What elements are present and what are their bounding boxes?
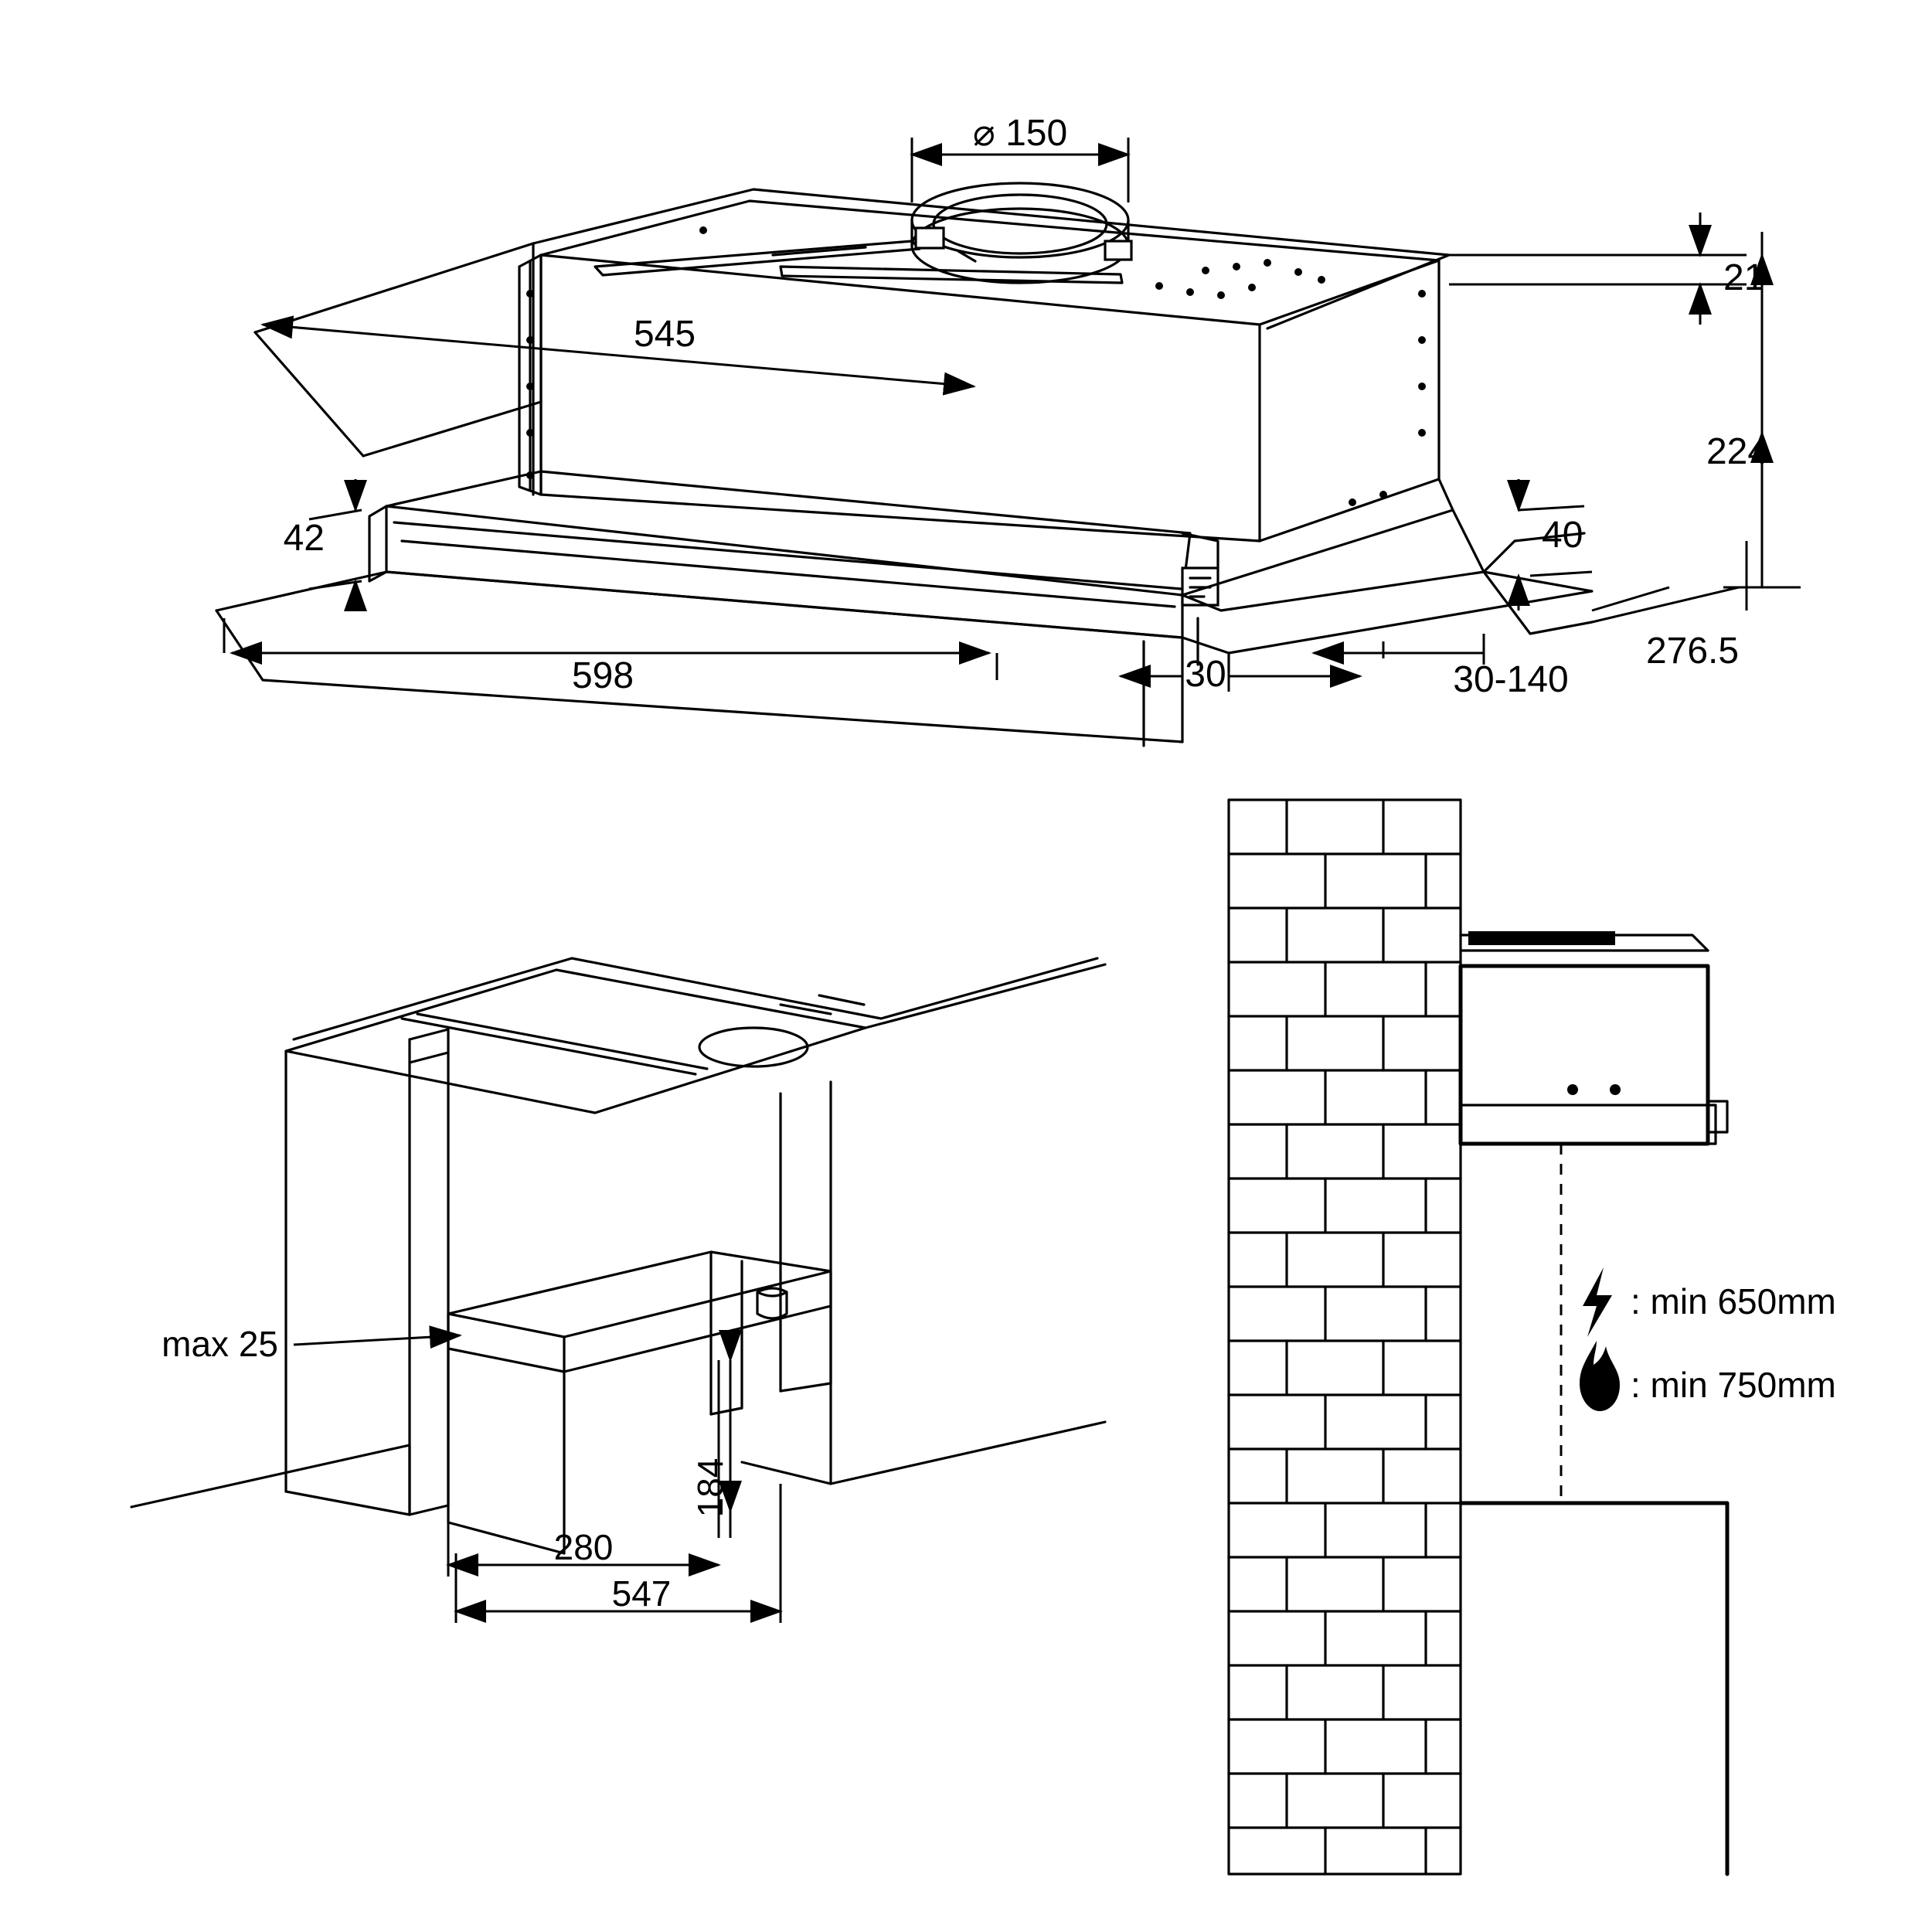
dim-cabinet-inner-width: 547: [611, 1573, 672, 1614]
dim-rear-offset: 30: [1185, 654, 1226, 695]
dim-cabinet-inner-depth: 280: [553, 1527, 614, 1567]
dim-total-height: 224: [1706, 431, 1769, 472]
dim-slideout-front-height: 40: [1542, 515, 1583, 556]
dim-duct-diameter: ⌀ 150: [972, 113, 1068, 154]
lightning-bolt-icon: [1583, 1267, 1612, 1337]
flame-icon: [1580, 1341, 1620, 1411]
dim-depth: 276.5: [1645, 631, 1740, 672]
dim-top-flange-height: 21: [1723, 257, 1765, 298]
note-panel-thickness-max: max 25: [162, 1324, 278, 1364]
note-electric-clearance: : min 650mm: [1631, 1281, 1836, 1321]
dim-cabinet-inner-height: 184: [690, 1458, 730, 1518]
dim-front-projection-range: 30-140: [1453, 659, 1569, 700]
dim-front-panel-height: 42: [283, 518, 325, 559]
dim-body-width-inner: 545: [633, 314, 696, 355]
note-gas-clearance: : min 750mm: [1631, 1365, 1836, 1405]
dim-overall-width: 598: [571, 655, 634, 696]
